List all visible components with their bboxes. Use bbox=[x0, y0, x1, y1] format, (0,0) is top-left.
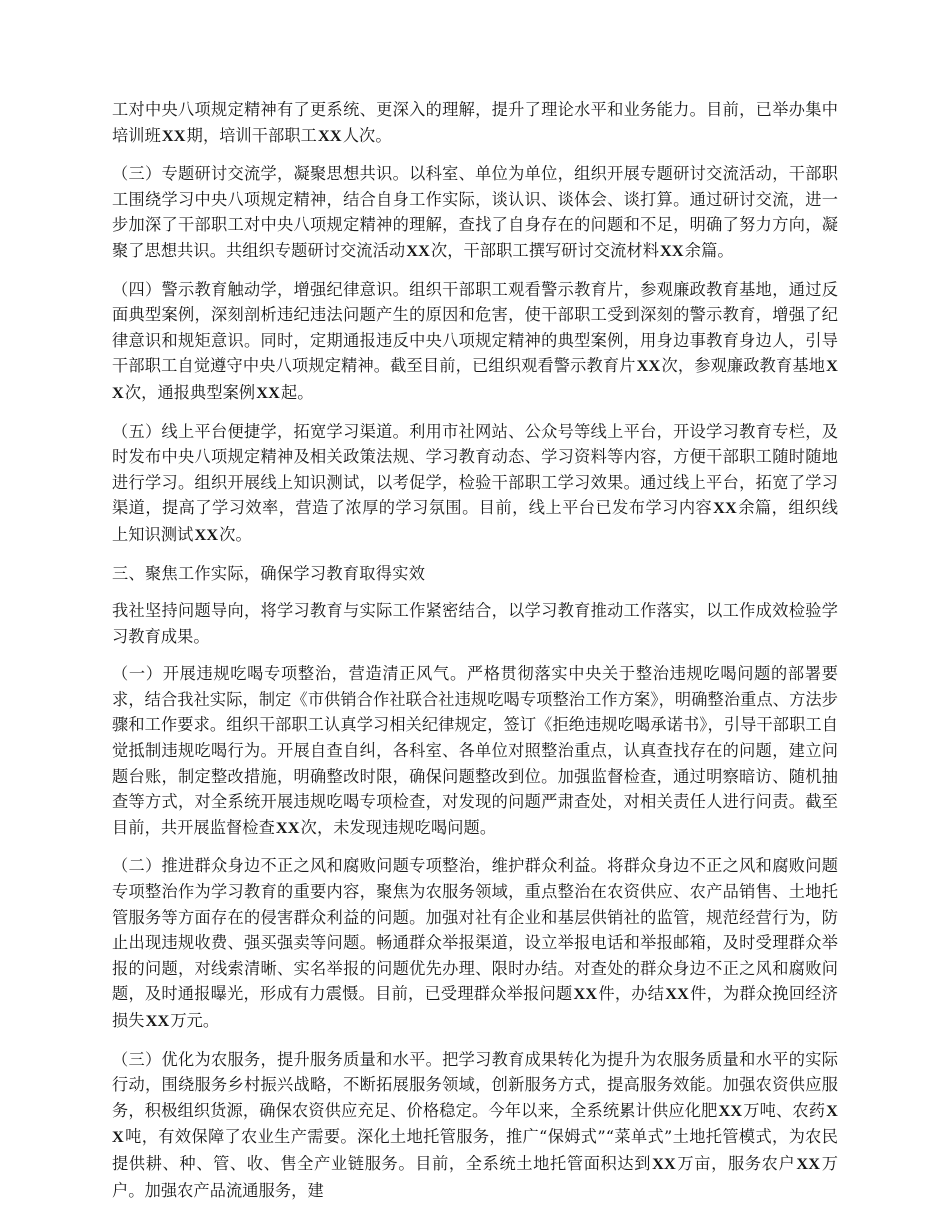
para-item-3-agriculture-service: （三）优化为农服务，提升服务质量和水平。把学习教育成果转化为提升为农服务质量和水平的实际行动，围绕服务乡村振兴战略，不断拓展服务领域，创新服务方式，提高服务效能。加强农资供应服务，积极组织货源，确保农资供应充足、价格稳定。今年以来，全系统累计供应化肥XX万吨、农药XX吨，有效保障了农业生产需要。深化土地托管服务，推广“保姆式”“菜单式”土地托管模式，为农民提供耕、种、管、收、售全产业链服务。目前，全系统土地托管面积达到XX万亩，服务农户XX万户。加强农产品流通服务，建 bbox=[112, 1049, 839, 1200]
placeholder-token: XX bbox=[660, 241, 684, 260]
placeholder-token: XX bbox=[256, 383, 280, 402]
para-section-3-intro: 我社坚持问题导向，将学习教育与实际工作紧密结合，以学习教育推动工作落实，以工作成效检验学习教育成果。 bbox=[112, 601, 838, 646]
para-item-5-online-platform: （五）线上平台便捷学，拓宽学习渠道。利用市社网站、公众号等线上平台，开设学习教育专栏，及时发布中央八项规定精神及相关政策法规、学习教育动态、学习资料等内容，方便干部职工随时随地进行学习。组织开展线上知识测试，以考促学，检验干部职工学习效果。通过线上平台，拓宽了学习渠道，提高了学习效率，营造了浓厚的学习氛围。目前，线上平台已发布学习内容XX余篇，组织线上知识测试XX次。 bbox=[112, 421, 838, 544]
placeholder-token: XX bbox=[112, 357, 839, 402]
heading-section-3: 三、聚焦工作实际，确保学习教育取得实效 bbox=[112, 563, 426, 583]
placeholder-token: XX bbox=[406, 241, 430, 260]
placeholder-token: XX bbox=[718, 1101, 743, 1120]
placeholder-token: XX bbox=[665, 985, 689, 1004]
para-continuation-training: 工对中央八项规定精神有了更系统、更深入的理解，提升了理论水平和业务能力。目前，已举办集中培训班XX期，培训干部职工XX人次。 bbox=[112, 100, 838, 145]
placeholder-token: XX bbox=[636, 357, 661, 376]
para-item-4-warning-education: （四）警示教育触动学，增强纪律意识。组织干部职工观看警示教育片，参观廉政教育基地，通过反面典型案例，深刻剖析违纪违法问题产生的原因和危害，使干部职工受到深刻的警示教育，增强了纪律意识和规矩意识。同时，定期通报违反中央八项规定精神的典型案例，用身边事教育身边人，引导干部职工自觉遵守中央八项规定精神。截至目前，已组织观看警示教育片XX次，参观廉政教育基地XX次，通报典型案例XX起。 bbox=[112, 279, 839, 402]
placeholder-token: XX bbox=[652, 1154, 676, 1173]
placeholder-token: XX bbox=[317, 126, 342, 145]
placeholder-token: XX bbox=[713, 499, 737, 518]
placeholder-token: XX bbox=[573, 985, 598, 1004]
document-body bbox=[112, 97, 838, 1203]
para-item-1-eating-drinking: （一）开展违规吃喝专项整治，营造清正风气。严格贯彻落实中央关于整治违规吃喝问题的部署要求，结合我社实际，制定《市供销合作社联合社违规吃喝专项整治工作方案》，明确整治重点、方法步骤和工作要求。组织干部职工认真学习相关纪律规定，签订《拒绝违规吃喝承诺书》，引导干部职工自觉抵制违规吃喝行为。开展自查自纠，各科室、各单位对照整治重点，认真查找存在的问题，建立问题台账，制定整改措施，明确整改时限，确保问题整改到位。加强监督检查，通过明察暗访、随机抽查等方式，对全系统开展违规吃喝专项检查，对发现的问题严肃查处，对相关责任人进行问责。截至目前，共开展监督检查XX次，未发现违规吃喝问题。 bbox=[112, 664, 838, 837]
placeholder-token: XX bbox=[796, 1154, 821, 1173]
placeholder-token: XX bbox=[161, 126, 186, 145]
placeholder-token: XX bbox=[194, 525, 219, 544]
placeholder-token: XX bbox=[275, 818, 300, 837]
placeholder-token: XX bbox=[112, 1101, 839, 1147]
para-item-2-corruption: （二）推进群众身边不正之风和腐败问题专项整治，维护群众利益。将群众身边不正之风和腐败问题专项整治作为学习教育的重要内容，聚焦为农服务领域，重点整治在农资供应、农产品销售、土地托管服务等方面存在的侵害群众利益的问题。加强对社有企业和基层供销社的监管，规范经营行为，防止出现违规收费、强买强卖等问题。畅通群众举报渠道，设立举报电话和举报邮箱，及时受理群众举报的问题，对线索清晰、实名举报的问题优先办理、限时办结。对查处的群众身边不正之风和腐败问题，及时通报曝光，形成有力震慑。目前，已受理群众举报问题XX件，办结XX件，为群众挽回经济损失XX万元。 bbox=[112, 856, 838, 1030]
para-item-3-seminar: （三）专题研讨交流学，凝聚思想共识。以科室、单位为单位，组织开展专题研讨交流活动，干部职工围绕学习中央八项规定精神，结合自身工作实际，谈认识、谈体会、谈打算。通过研讨交流，进一步加深了干部职工对中央八项规定精神的理解，查找了自身存在的问题和不足，明确了努力方向，凝聚了思想共识。共组织专题研讨交流活动XX次，干部职工撰写研讨交流材料XX余篇。 bbox=[112, 164, 838, 260]
placeholder-token: XX bbox=[145, 1012, 170, 1030]
